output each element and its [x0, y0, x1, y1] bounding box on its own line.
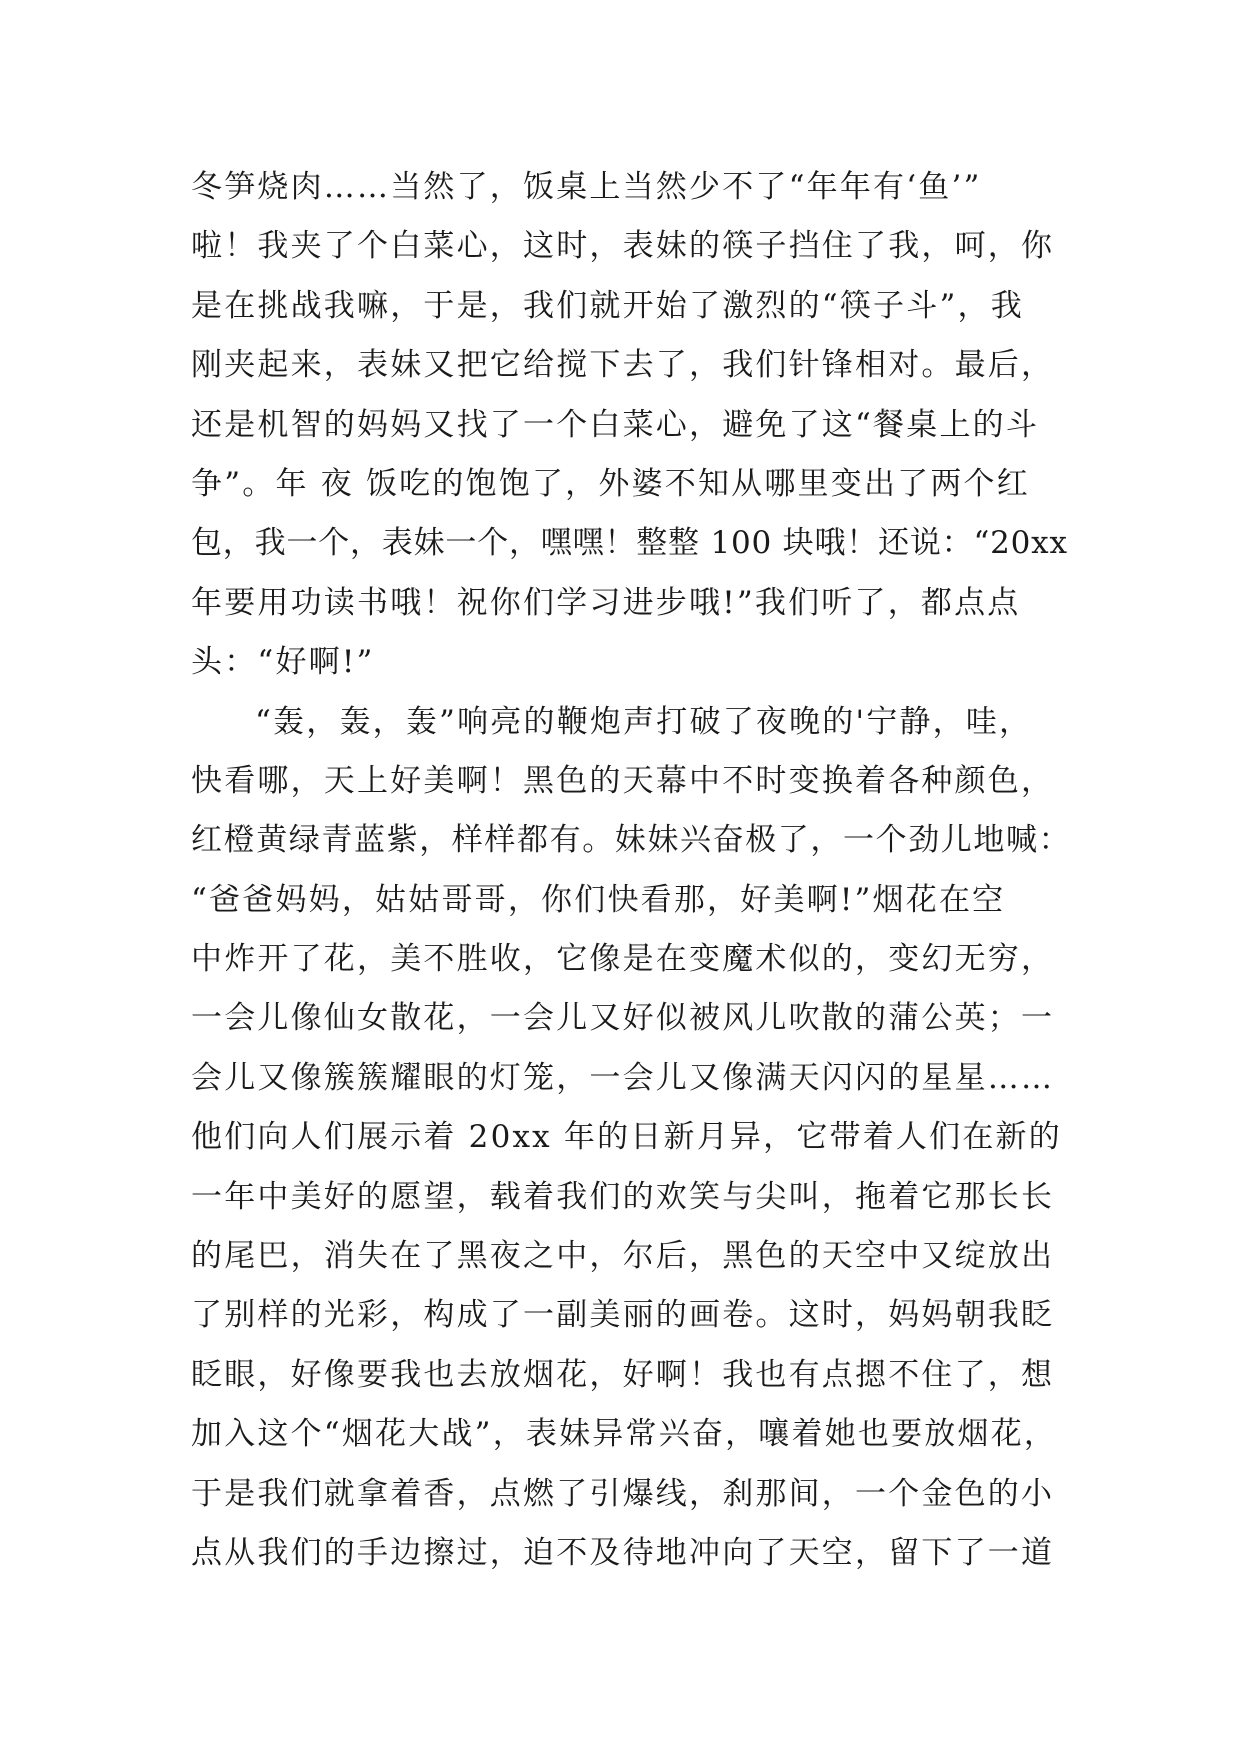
text-line: 还是机智的妈妈又找了一个白菜心，避免了这“餐桌上的斗 — [191, 406, 1040, 443]
paragraph-start-line: “轰，轰，轰”响亮的鞭炮声打破了夜晚的'宁静，哇， — [255, 703, 1033, 740]
text-line: 了别样的光彩，构成了一副美丽的画卷。这时，妈妈朝我眨 — [191, 1297, 1055, 1334]
text-line: 于是我们就拿着香，点燃了引爆线，刹那间，一个金色的小 — [191, 1475, 1055, 1512]
text-line: 加入这个“烟花大战”，表妹异常兴奋，嚷着她也要放烟花， — [191, 1416, 1058, 1453]
text-line: “爸爸妈妈，姑姑哥哥，你们快看那，好美啊!”烟花在空 — [191, 881, 1006, 918]
text-line: 冬笋烧肉……当然了，饭桌上当然少不了“年年有‘鱼’” — [191, 169, 982, 205]
text-line: 的尾巴，消失在了黑夜之中，尔后，黑色的天空中又绽放出 — [191, 1238, 1055, 1275]
text-line: 刚夹起来，表妹又把它给搅下去了，我们针锋相对。最后， — [191, 347, 1055, 384]
text-line: 红橙黄绿青蓝紫，样样都有。妹妹兴奋极了，一个劲儿地喊： — [191, 822, 1072, 859]
text-line: 头：“好啊!” — [191, 644, 375, 681]
text-line: 眨眼，好像要我也去放烟花，好啊！我也有点摁不住了，想 — [191, 1356, 1055, 1393]
text-line: 一会儿像仙女散花，一会儿又好似被风儿吹散的蒲公英；一 — [191, 1000, 1055, 1037]
body-text — [191, 158, 1071, 1583]
text-line: 一年中美好的愿望，载着我们的欢笑与尖叫，拖着它那长长 — [191, 1178, 1055, 1215]
text-line: 快看哪，天上好美啊！黑色的天幕中不时变换着各种颜色， — [191, 762, 1055, 799]
text-line: 点从我们的手边擦过，迫不及待地冲向了天空，留下了一道 — [191, 1534, 1055, 1571]
text-line: 中炸开了花，美不胜收，它像是在变魔术似的，变幻无穷， — [191, 941, 1055, 978]
text-line: 啦！我夹了个白菜心，这时，表妹的筷子挡住了我，呵，你 — [191, 228, 1055, 265]
text-line: 包，我一个，表妹一个，嘿嘿！整整 100 块哦！还说：“20xx — [191, 525, 1068, 562]
text-line: 争”。年 夜 饭吃的饱饱了，外婆不知从哪里变出了两个红 — [191, 465, 1030, 502]
text-line: 会儿又像簇簇耀眼的灯笼，一会儿又像满天闪闪的星星…… — [191, 1059, 1055, 1096]
text-line: 年要用功读书哦！祝你们学习进步哦!”我们听了，都点点 — [191, 584, 1021, 621]
text-line: 他们向人们展示着 20xx 年的日新月异，它带着人们在新的 — [191, 1119, 1062, 1156]
text-line: 是在挑战我嘛，于是，我们就开始了激烈的“筷子斗”，我 — [191, 287, 1024, 324]
